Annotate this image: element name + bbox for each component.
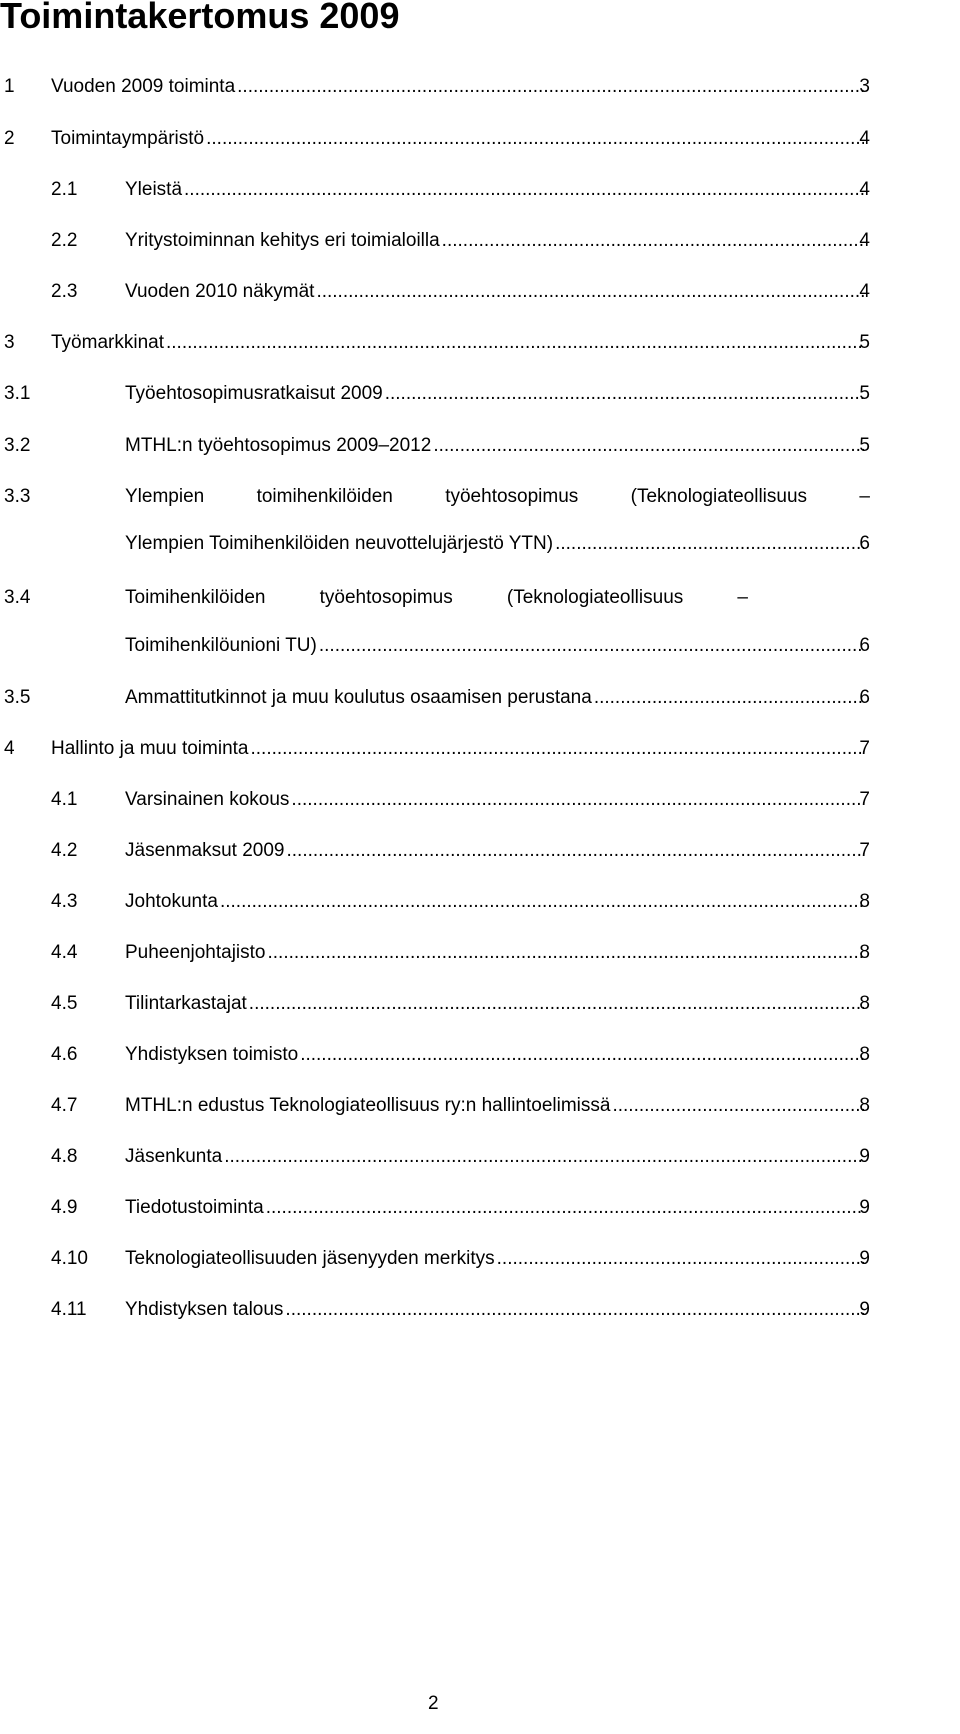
toc-leader xyxy=(594,686,864,710)
toc-title: Yhdistyksen talous xyxy=(125,1299,284,1320)
toc-number: 4.5 xyxy=(51,993,78,1014)
toc-page: 5 xyxy=(859,435,870,456)
toc-title: Työehtosopimusratkaisut 2009 xyxy=(125,383,383,404)
toc-number: 3.4 xyxy=(4,587,31,608)
toc-title: MTHL:n työehtosopimus 2009–2012 xyxy=(125,435,432,456)
toc-number: 3.5 xyxy=(4,687,31,708)
toc-title: MTHL:n edustus Teknologiateollisuus ry:n hallintoelimissä xyxy=(125,1095,611,1116)
toc-page: 8 xyxy=(859,942,870,963)
toc-number: 3.1 xyxy=(4,383,31,404)
toc-number: 2.2 xyxy=(51,230,78,251)
toc-leader xyxy=(250,737,864,761)
toc-page: 4 xyxy=(859,230,870,251)
toc-number: 4.10 xyxy=(51,1248,88,1269)
toc-page: 9 xyxy=(859,1146,870,1167)
toc-page: 5 xyxy=(859,383,870,404)
toc-page: 8 xyxy=(859,1044,870,1065)
toc-leader xyxy=(300,1043,864,1067)
toc-number: 2.1 xyxy=(51,179,78,200)
toc-page: 4 xyxy=(859,281,870,302)
toc-number: 4.3 xyxy=(51,891,78,912)
toc-number: 3 xyxy=(4,332,15,353)
toc-page: 3 xyxy=(859,76,870,97)
toc-page: 7 xyxy=(859,840,870,861)
toc-number: 4.11 xyxy=(51,1299,87,1320)
toc-title: Jäsenkunta xyxy=(125,1146,223,1167)
toc-number: 4.2 xyxy=(51,840,78,861)
toc-page: 7 xyxy=(859,789,870,810)
toc-leader xyxy=(184,178,864,202)
toc-leader xyxy=(433,434,864,458)
toc-page: 9 xyxy=(859,1248,870,1269)
toc-number: 4 xyxy=(4,738,15,759)
toc-title: Yleistä xyxy=(125,179,183,200)
toc-number: 3.2 xyxy=(4,435,31,456)
toc-page: 4 xyxy=(859,128,870,149)
page-number-text: 2 xyxy=(428,1693,439,1714)
toc-title: Toimintaympäristö xyxy=(51,128,205,149)
toc-title: Teknologiateollisuuden jäsenyyden merkitys xyxy=(125,1248,495,1269)
toc-title-line-1: Toimihenkilöiden työehtosopimus (Teknologiateollisuus – xyxy=(125,587,748,608)
toc-leader xyxy=(385,382,864,406)
toc-page: 6 xyxy=(859,687,870,708)
toc-title: Ammattitutkinnot ja muu koulutus osaamisen perustana xyxy=(125,687,592,708)
toc-title: Hallinto ja muu toiminta xyxy=(51,738,249,759)
toc-leader xyxy=(442,229,864,253)
toc-title: Yritystoiminnan kehitys eri toimialoilla xyxy=(125,230,440,251)
toc-page: 6 xyxy=(859,635,870,656)
toc-leader xyxy=(316,280,864,304)
toc-number: 4.9 xyxy=(51,1197,78,1218)
toc-title-line-2: Toimihenkilöunioni TU) xyxy=(125,635,317,656)
toc-leader xyxy=(237,75,864,99)
page-title: Toimintakertomus 2009 xyxy=(0,0,400,36)
toc-leader xyxy=(166,331,864,355)
toc-title: Puheenjohtajisto xyxy=(125,942,266,963)
toc-number: 4.6 xyxy=(51,1044,78,1065)
toc-page: 8 xyxy=(859,891,870,912)
toc-page: 8 xyxy=(859,1095,870,1116)
toc-leader xyxy=(224,1145,864,1169)
toc-number: 4.4 xyxy=(51,942,78,963)
toc-title-line-1: Ylempien toimihenkilöiden työehtosopimus (Teknologiateollisuus – xyxy=(125,486,870,507)
toc-leader xyxy=(291,788,864,812)
toc-leader xyxy=(497,1247,864,1271)
toc-page: 6 xyxy=(859,533,870,554)
toc-title-line-2: Ylempien Toimihenkilöiden neuvottelujärjestö YTN) xyxy=(125,533,554,554)
toc-number: 4.7 xyxy=(51,1095,78,1116)
toc-leader xyxy=(287,839,865,863)
toc-leader xyxy=(249,992,864,1016)
toc-leader xyxy=(206,127,864,151)
toc-title: Jäsenmaksut 2009 xyxy=(125,840,285,861)
toc-leader xyxy=(285,1298,864,1322)
toc-title: Työmarkkinat xyxy=(51,332,164,353)
toc-number: 2 xyxy=(4,128,15,149)
toc-number: 1 xyxy=(4,76,15,97)
toc-leader xyxy=(266,1196,864,1220)
toc-title: Tilintarkastajat xyxy=(125,993,247,1014)
toc-title: Johtokunta xyxy=(125,891,218,912)
toc-number: 2.3 xyxy=(51,281,78,302)
toc-number: 3.3 xyxy=(4,486,31,507)
toc-title: Vuoden 2010 näkymät xyxy=(125,281,315,302)
toc-leader xyxy=(220,890,864,914)
toc-title: Tiedotustoiminta xyxy=(125,1197,264,1218)
toc-page: 7 xyxy=(859,738,870,759)
toc-number: 4.1 xyxy=(51,789,78,810)
toc-title: Varsinainen kokous xyxy=(125,789,290,810)
toc-leader xyxy=(555,532,864,556)
toc-title: Vuoden 2009 toiminta xyxy=(51,76,236,97)
toc-page: 9 xyxy=(859,1197,870,1218)
toc-number: 4.8 xyxy=(51,1146,78,1167)
toc-leader xyxy=(319,634,864,658)
toc-page: 8 xyxy=(859,993,870,1014)
toc-leader xyxy=(612,1094,864,1118)
toc-page: 9 xyxy=(859,1299,870,1320)
toc-page: 5 xyxy=(859,332,870,353)
toc-page: 4 xyxy=(859,179,870,200)
toc-title: Yhdistyksen toimisto xyxy=(125,1044,299,1065)
toc-leader xyxy=(268,941,865,965)
